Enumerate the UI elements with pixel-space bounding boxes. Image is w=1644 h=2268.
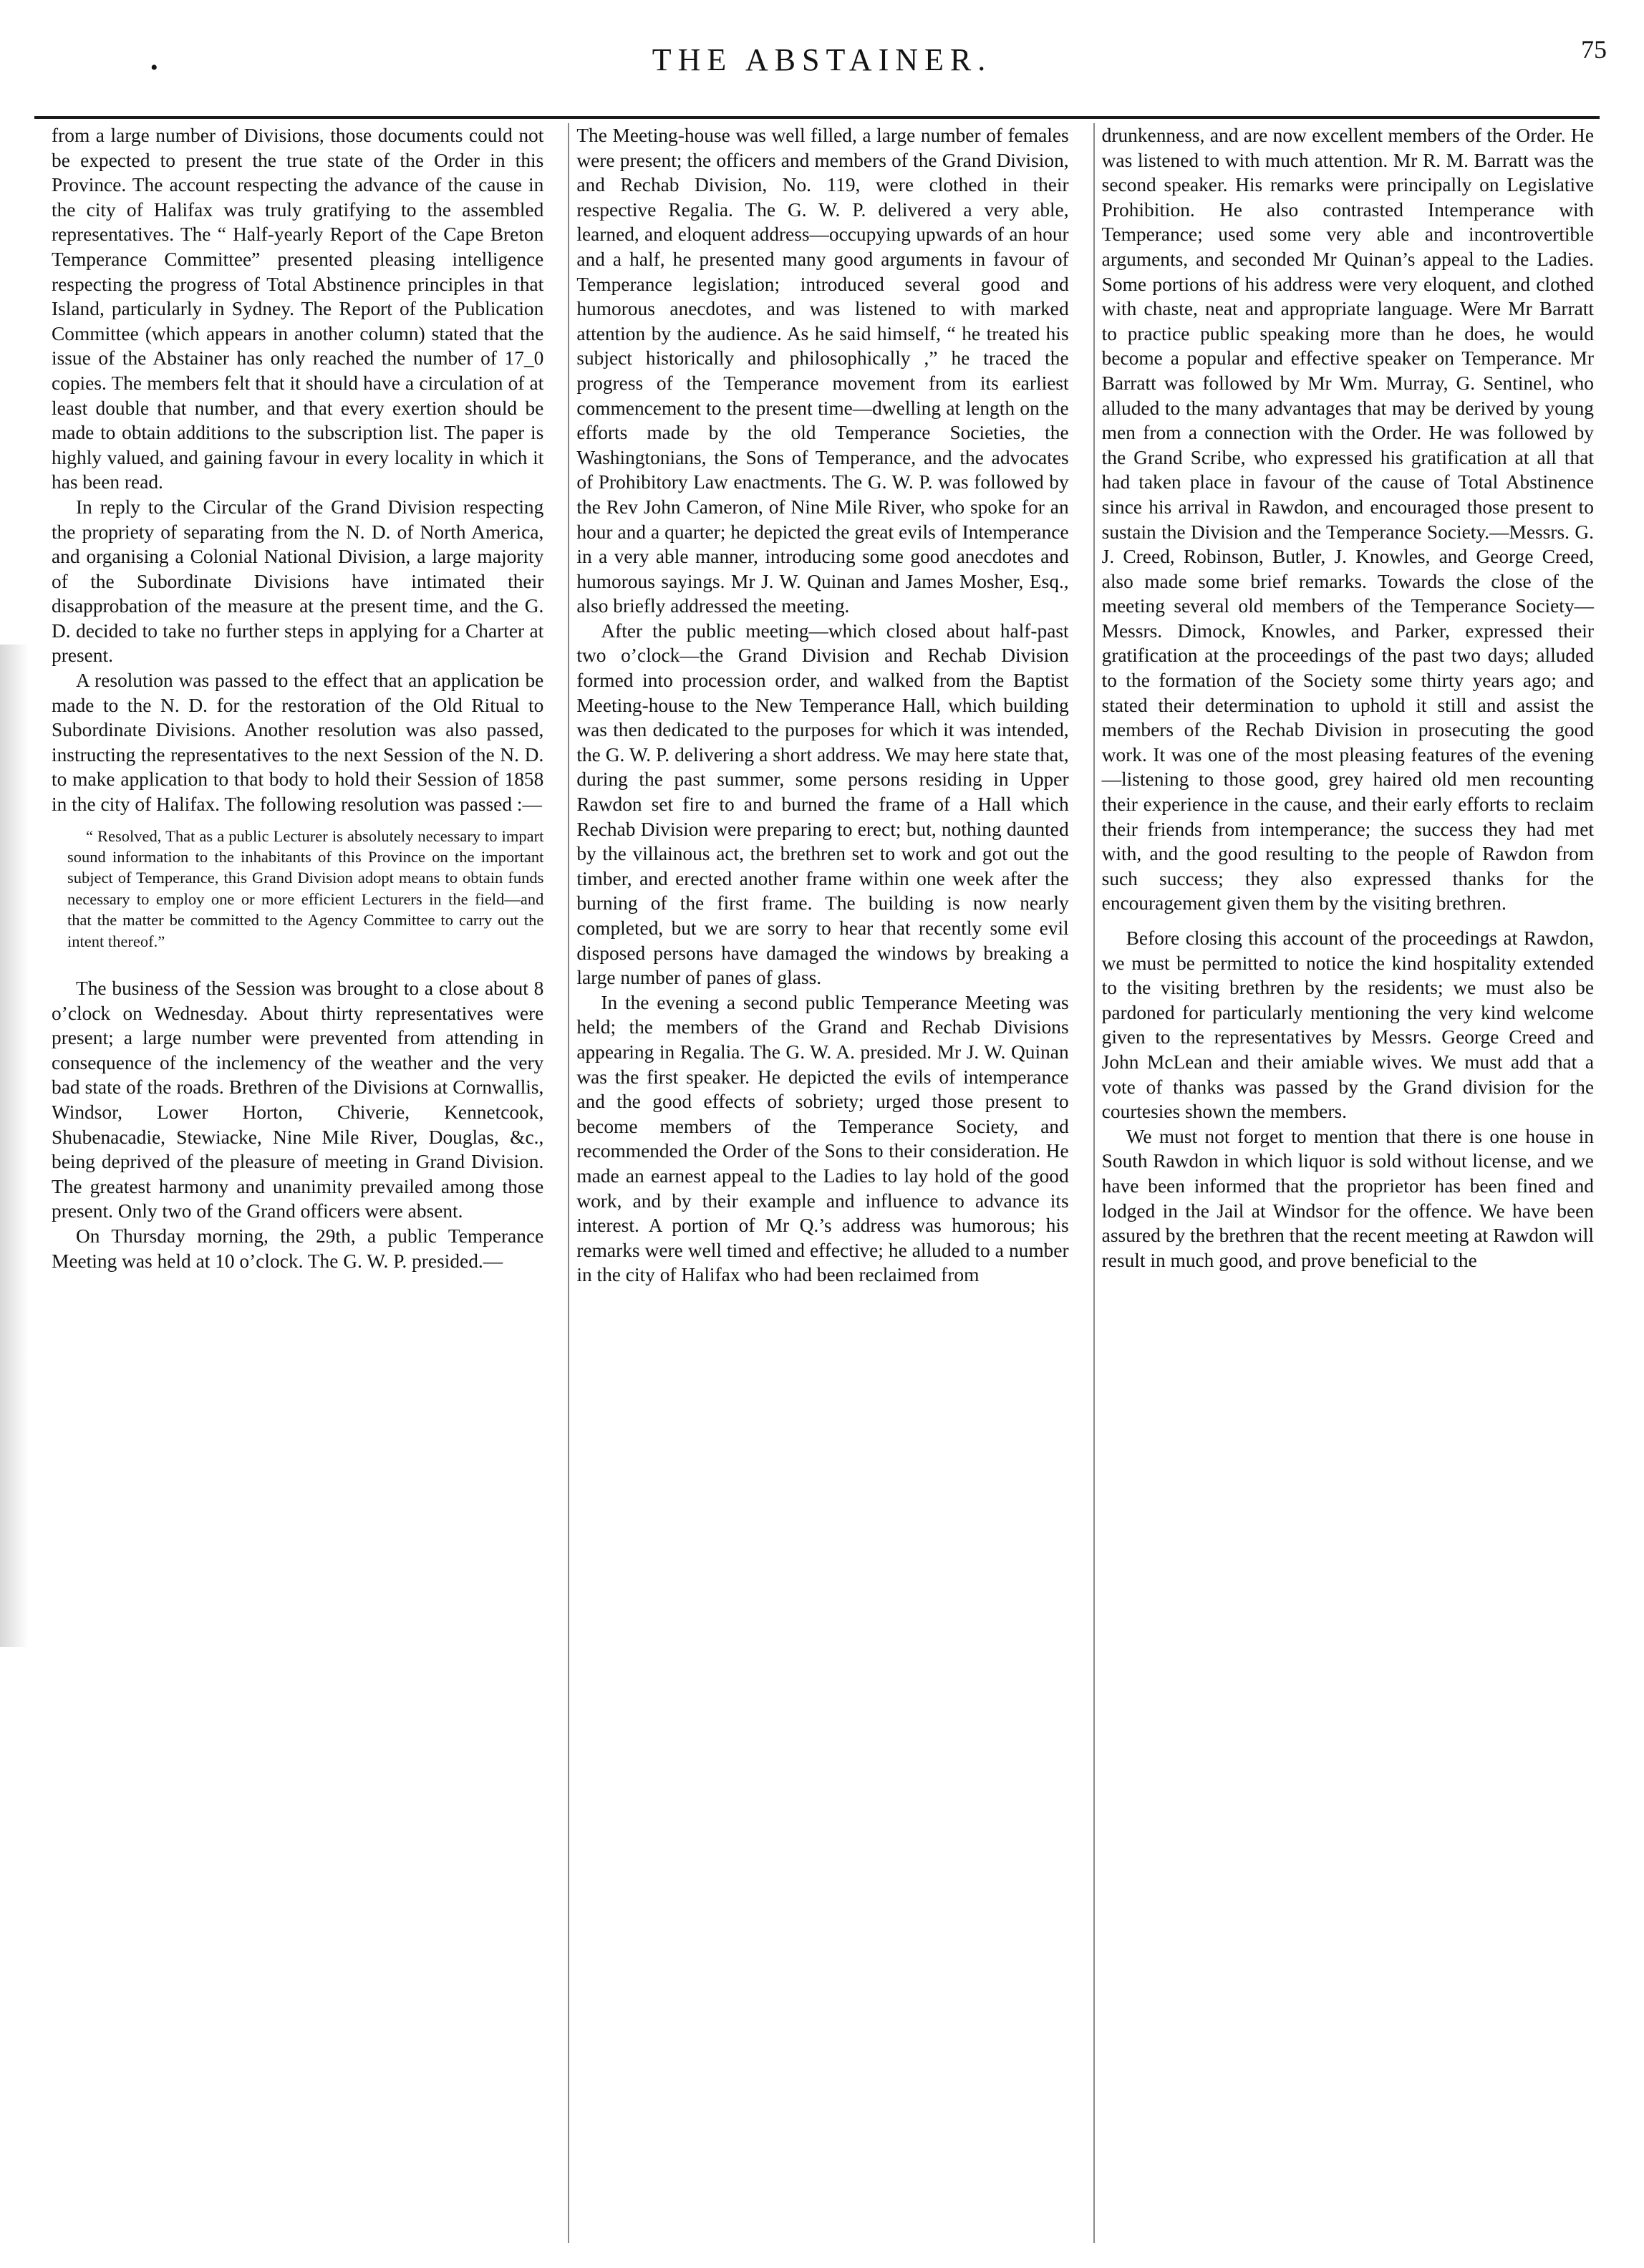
publication-title: THE ABSTAINER. bbox=[652, 42, 992, 77]
column-left bbox=[44, 123, 551, 2243]
article-paragraph: In reply to the Circular of the Grand Division respecting the propriety of separating from the N. D. of North America, and organising a Colonial National Division, a large majority of the Subordinate Divisions have intimated their disapprobation of the measure at the present time, and the G. D. decided to take no further steps in applying for a Charter at present. bbox=[52, 496, 544, 667]
page-header bbox=[0, 29, 1644, 93]
article-paragraph: from a large number of Divisions, those documents could not be expected to present the true state of the Order in this Province. The account respecting the advance of the cause in the city of Halifax was truly gratifying to the assembled representatives. The “ Half-yearly Report of the Cape Breton Temperance Committee” presented pleasing intelligence respecting the progress of Total Abstinence principles in that Island, particularly in Sydney. The Report of the Publication Committee (which appears in another column) stated that the issue of the Abstainer has only reached the number of 17_0 copies. The members felt that it should have a circulation of at least double that number, and that every exertion should be made to obtain additions to the subscription list. The paper is highly valued, and gaining favour in every locality in which it has been read. bbox=[52, 125, 544, 493]
page-edge-shadow bbox=[0, 645, 29, 1647]
article-paragraph: In the evening a second public Temperance Meeting was held; the members of the Grand and Rechab Divisions appearing in Regalia. The G. W. A. presided. Mr J. W. Quinan was the first speaker. He depicted the evils of intemperance and the good effects of sobriety; urged those present to become members of the Temperance Society, and recommended the Order of the Sons to their consideration. He made an earnest appeal to the Ladies to lay hold of the good work, and by their example and influence to advance its interest. A portion of Mr Q.’s address was humorous; his remarks were well timed and effective; he alluded to a number in the city of Halifax who had been reclaimed from bbox=[576, 991, 1069, 1286]
column-middle bbox=[568, 123, 1075, 2243]
column-right bbox=[1093, 123, 1601, 2243]
article-paragraph: After the public meeting—which closed about half-past two o’clock—the Grand Division and Rechab Division formed into procession order, and walked from the Baptist Meeting-house to the New Temperance Hall, which building was then dedicated to the purposes for which it was intended, the G. W. P. delivering a short address. We may here state that, during the past summer, some persons residing in Upper Rawdon set fire to and burned the frame of a Hall which Rechab Division were preparing to erect; but, nothing daunted by the villainous act, the brethren set to work and got out the timber, and erected another frame within one week after the burning of the first frame. The building is now nearly completed, but we are sorry to hear that recently some evil disposed persons have damaged the windows by breaking a large number of panes of glass. bbox=[576, 619, 1069, 989]
page-number: 75 bbox=[1581, 35, 1607, 64]
resolution-quote: “ Resolved, That as a public Lecturer is absolutely necessary to impart sound information to the inhabitants of this Province on the important subject of Temperance, this Grand Division adopt means to obtain funds necessary to employ one or more efficient Lecturers in the field—and that the matter be committed to the Agency Committee to carry out the intent thereof.” bbox=[67, 826, 544, 950]
article-paragraph: The Meeting-house was well filled, a large number of females were present; the officers and members of the Grand Division, and Rechab Division, No. 119, were clothed in their respective Regalia. The G. W. P. delivered a very able, learned, and eloquent address—occupying upwards of an hour and a half, he presented many good arguments in favour of Temperance legislation; introduced several good and humorous anecdotes, and was listened to with marked attention by the audience. As he said himself, “ he treated his subject historically and philosophically ,” he traced the progress of the Temperance movement from its earliest commencement to the present time—dwelling at length on the efforts made by the old Temperance Societies, the Washingtonians, the Sons of Temperance, and the advocates of Prohibitory Law enactments. The G. W. P. was followed by the Rev John Cameron, of Nine Mile River, who spoke for an hour and a quarter; he depicted the great evils of Intemperance in a very able manner, introducing some good anecdotes and humorous sayings. Mr J. W. Quinan and James Mosher, Esq., also briefly addressed the meeting. bbox=[576, 125, 1069, 617]
article-paragraph: drunkenness, and are now excellent members of the Order. He was listened to with much attention. Mr R. M. Barratt was the second speaker. His remarks were principally on Legislative Prohibition. He also contrasted Intemperance with Temperance; used some very able and incontrovertible arguments, and seconded Mr Quinan’s appeal to the Ladies. Some portions of his address were very eloquent, and clothed with chaste, neat and appropriate language. Were Mr Barratt to practice public speaking more than he does, he would become a popular and effective speaker on Temperance. Mr Barratt was followed by Mr Wm. Murray, G. Sentinel, who alluded to the many advantages that may be derived by young men from a connection with the Order. He was followed by the Grand Scribe, who expressed his gratification at all that had taken place in favour of the cause of Total Abstinence since his arrival in Rawdon, and encouraged those present to sustain the Division and the Temperance Society.—Messrs. G. J. Creed, Robinson, Butler, J. Knowles, and George Creed, also made some brief remarks. Towards the close of the meeting several old members of the Temperance Society—Messrs. Dimock, Knowles, and Parker, expressed their gratification at the proceedings of the past two days; alluded to the formation of the Society some thirty years ago; and stated their determination to uphold it still and assist the members of the Rechab Division in prosecuting the good work. It was one of the most pleasing features of the evening—listening to those good, grey haired old men recounting their experience in the cause, and their early efforts to reclaim their friends from intemperance; the success they had met with, and the good resulting to the people of Rawdon from such success; they also expressed thanks for the encouragement given them by the visiting brethren. bbox=[1101, 125, 1594, 915]
header-rule bbox=[34, 116, 1600, 119]
article-paragraph: Before closing this account of the proceedings at Rawdon, we must be permitted to notice the kind hospitality extended to the visiting brethren by the residents; we must also be pardoned for particularly mentioning the very kind welcome given to the representatives by Messrs. George Creed and John McLean and their amiable wives. We must add that a vote of thanks was passed by the Grand division for the courtesies shown the members. bbox=[1101, 927, 1594, 1123]
article-paragraph: On Thursday morning, the 29th, a public Temperance Meeting was held at 10 o’clock. The G. W. P. presided.— bbox=[52, 1225, 544, 1272]
article-paragraph: A resolution was passed to the effect that an application be made to the N. D. for the restoration of the Old Ritual to Subordinate Divisions. Another resolution was also passed, instructing the representatives to the next Session of the N. D. to make application to that body to hold their Session of 1858 in the city of Halifax. The following resolution was passed :— bbox=[52, 670, 544, 816]
article-paragraph: The business of the Session was brought to a close about 8 o’clock on Wednesday. About thirty representatives were present; a large number were prevented from attending in consequence of the inclemency of the weather and the very bad state of the roads. Brethren of the Divisions at Cornwallis, Windsor, Lower Horton, Chiverie, Kennetcook, Shubenacadie, Stewiacke, Nine Mile River, Douglas, &c., being deprived of the pleasure of meeting in Grand Division. The greatest harmony and unanimity prevailed among those present. Only two of the Grand officers were absent. bbox=[52, 978, 544, 1222]
margin-mark: • bbox=[150, 56, 158, 79]
article-paragraph: We must not forget to mention that there is one house in South Rawdon in which liquor is sold without license, and we have been informed that the proprietor has been fined and lodged in the Jail at Windsor for the offence. We have been assured by the brethren that the recent meeting at Rawdon will result in much good, and prove beneficial to the bbox=[1101, 1125, 1594, 1271]
article-columns bbox=[44, 123, 1601, 2243]
